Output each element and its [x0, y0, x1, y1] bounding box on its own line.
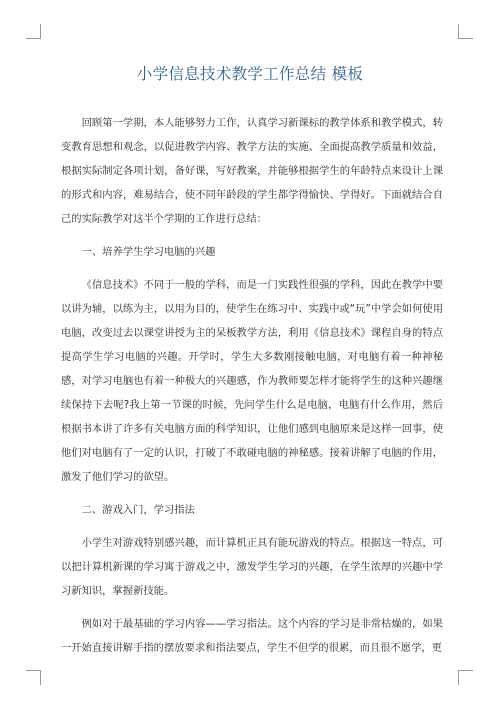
crop-mark-bottom-right [458, 670, 473, 685]
crop-mark-bottom-left [26, 670, 41, 685]
document-title: 小学信息技术教学工作总结 模板 [136, 65, 364, 83]
crop-mark-top-right [458, 24, 473, 39]
section-heading-interest: 一、培养学生学习电脑的兴趣 [81, 246, 216, 258]
section-body-fingering: 例如对于最基础的学习内容——学习指法。这个内容的学习是非常枯燥的，如果一开始直接讲解手指的摆放要求和指法要点，学生不但学的很累，而且很不愿学，更 [61, 618, 443, 654]
crop-mark-top-left [26, 24, 41, 39]
document-body [61, 111, 443, 669]
section-heading-fingering: 二、游戏入门，学习指法 [81, 504, 195, 516]
section-body-games: 小学生对游戏特别感兴趣，而计算机正具有能玩游戏的特点。根据这一特点，可以把计算机新课的学习寓于游戏之中，激发学生学习的兴趣，在学生浓厚的兴趣中学习新知识，掌握新技能。 [61, 537, 443, 597]
intro-paragraph: 回顾第一学期，本人能够努力工作，认真学习新课标的教学体系和教学模式，转变教育思想和观念，以促进教学内容、教学方法的实施、全面提高教学质量和效益，根据实际制定各项计划，备好课，写好教案，并能够根据学生的年龄特点来设计上课的形式和内容，难易结合，使不同年龄段的学生都学得愉快、学得好。下面就结合自己的实际教学对这半个学期的工作进行总结： [61, 117, 443, 225]
section-body-interest: 《信息技术》不同于一般的学科，而是一门实践性很强的学科，因此在教学中要以讲为辅，以练为主，以用为目的，使学生在练习中、实践中或“玩”中学会如何使用电脑，改变过去以课堂讲授为主的呆板教学方法，利用《信息技术》课程自身的特点提高学生学习电脑的兴趣。开学时，学生大多数刚接触电脑，对电脑有着一种神秘感，对学习电脑也有着一种极大的兴趣感，作为教师要怎样才能将学生的这种兴趣继续保持下去呢?我上第一节课的时候，先问学生什么是电脑，电脑有什么作用，然后根据书本讲了许多有关电脑方面的科学知识，让他们感到电脑原来是这样一回事，使他们对电脑有了一定的认识，打破了不敢碰电脑的神秘感。接着讲解了电脑的作用，激发了他们学习的欲望。 [61, 279, 443, 483]
